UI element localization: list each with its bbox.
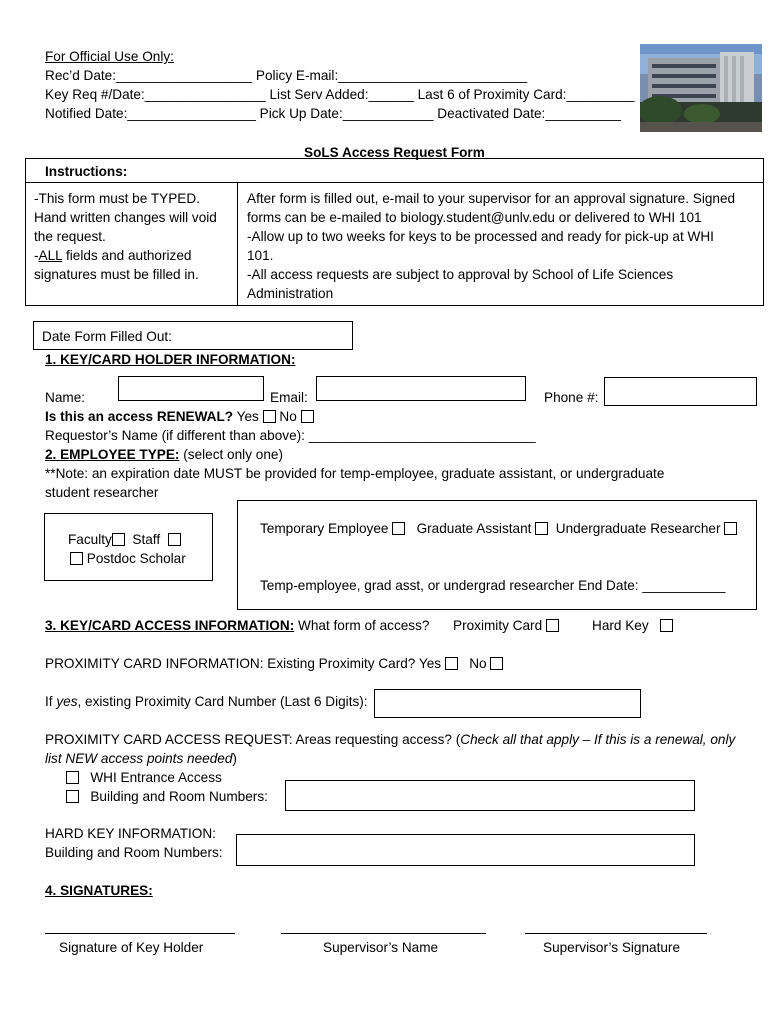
temp-employee-label: Temporary Employee — [260, 521, 389, 536]
instructions-left-4-prefix: - — [34, 248, 39, 263]
proximity-option — [453, 616, 559, 635]
section-2-heading-row — [45, 445, 283, 464]
renewal-yes-checkbox[interactable] — [263, 410, 276, 423]
if-yes-prefix: If — [45, 694, 57, 709]
faculty-checkbox[interactable] — [112, 533, 125, 546]
access-request-line-1 — [45, 730, 735, 749]
faculty-staff-row — [68, 530, 181, 549]
end-date-line: Temp-employee, grad asst, or undergrad researcher End Date: ___________ — [260, 578, 726, 593]
renewal-row — [45, 407, 314, 426]
access-request-prefix: PROXIMITY CARD ACCESS REQUEST: Areas requesting access? ( — [45, 732, 461, 747]
building-room-checkbox[interactable] — [66, 790, 79, 803]
hard-key-building-label: Building and Room Numbers: — [45, 845, 223, 860]
temp-grad-undergrad-row — [260, 519, 737, 538]
official-use-line-1: Rec’d Date:__________________ Policy E-mail:_________________________ — [45, 68, 528, 83]
hard-key-heading: HARD KEY INFORMATION: — [45, 826, 216, 841]
postdoc-checkbox[interactable] — [70, 552, 83, 565]
instructions-column-divider — [237, 182, 238, 306]
instructions-right-1: After form is filled out, e-mail to your supervisor for an approval signature. Signed — [247, 191, 736, 206]
if-yes-row — [45, 692, 368, 711]
instructions-right-5: -All access requests are subject to approval by School of Life Sciences — [247, 267, 674, 282]
staff-label: Staff — [132, 532, 161, 547]
supervisor-name-label: Supervisor’s Name — [323, 940, 439, 955]
access-request-line-2 — [45, 749, 237, 768]
supervisor-name-line[interactable] — [281, 933, 486, 934]
faculty-label: Faculty — [68, 532, 112, 547]
whi-entrance-label: WHI Entrance Access — [90, 770, 222, 785]
grad-assistant-label: Graduate Assistant — [416, 521, 532, 536]
postdoc-row — [70, 549, 186, 568]
building-room-row — [66, 787, 268, 806]
section-2-heading-suffix: (select only one) — [179, 447, 283, 462]
instructions-right-2: forms can be e-mailed to biology.student@unlv.edu or delivered to WHI 101 — [247, 210, 702, 225]
section-2-heading: 2. EMPLOYEE TYPE: — [45, 447, 180, 462]
undergrad-researcher-checkbox[interactable] — [724, 522, 737, 535]
hard-key-building-room-input[interactable] — [236, 834, 695, 866]
instructions-left-4-rest: fields and authorized — [62, 248, 192, 263]
instructions-left-4 — [34, 246, 191, 265]
instructions-left-3: the request. — [34, 229, 106, 244]
building-photo-image — [640, 44, 762, 132]
staff-checkbox[interactable] — [168, 533, 181, 546]
section-2-note-1: **Note: an expiration date MUST be provided for temp-employee, graduate assistant, or undergraduate — [45, 466, 665, 481]
instructions-all-underlined: ALL — [38, 248, 63, 263]
grad-assistant-checkbox[interactable] — [535, 522, 548, 535]
whi-entrance-checkbox[interactable] — [66, 771, 79, 784]
requestor-name-line: Requestor’s Name (if different than above): ______________________________ — [45, 428, 536, 443]
access-request-italic-1: Check all that apply – If this is a renewal, only — [460, 732, 736, 747]
instructions-right-6: Administration — [247, 286, 334, 301]
prox-info-row — [45, 654, 503, 673]
instructions-left-1: -This form must be TYPED. — [34, 191, 200, 206]
hard-key-label: Hard Key — [592, 618, 649, 633]
email-input[interactable] — [316, 376, 526, 401]
email-label: Email: — [270, 390, 308, 405]
building-room-label: Building and Room Numbers: — [90, 789, 268, 804]
name-input[interactable] — [118, 376, 264, 401]
access-request-close: ) — [232, 751, 237, 766]
name-label: Name: — [45, 390, 86, 405]
section-3-heading: 3. KEY/CARD ACCESS INFORMATION: — [45, 618, 295, 633]
prox-info-label: PROXIMITY CARD INFORMATION: Existing Proximity Card? Yes — [45, 656, 442, 671]
existing-prox-no-label: No — [469, 656, 487, 671]
access-form-question: What form of access? — [294, 618, 430, 633]
instructions-left-2: Hand written changes will void — [34, 210, 217, 225]
instructions-right-3: -Allow up to two weeks for keys to be processed and ready for pick-up at WHI — [247, 229, 714, 244]
if-yes-rest: , existing Proximity Card Number (Last 6 Digits): — [77, 694, 368, 709]
access-request-italic-2: list NEW access points needed — [45, 751, 233, 766]
postdoc-label: Postdoc Scholar — [86, 551, 186, 566]
official-use-line-3: Notified Date:_________________ Pick Up Date:____________ Deactivated Date:__________ — [45, 106, 621, 121]
section-1-heading: 1. KEY/CARD HOLDER INFORMATION: — [45, 352, 296, 367]
phone-label: Phone #: — [544, 390, 599, 405]
key-holder-signature-line[interactable] — [45, 933, 235, 934]
existing-card-number-input[interactable] — [374, 689, 641, 718]
proximity-card-checkbox[interactable] — [546, 619, 559, 632]
form-title: SoLS Access Request Form — [304, 145, 485, 160]
section-2-note-2: student researcher — [45, 485, 159, 500]
renewal-no-label: No — [279, 409, 297, 424]
official-use-heading: For Official Use Only: — [45, 49, 174, 64]
renewal-yes-label: Yes — [236, 409, 259, 424]
supervisor-signature-line[interactable] — [525, 933, 707, 934]
undergrad-researcher-label: Undergraduate Researcher — [555, 521, 721, 536]
hardkey-option — [592, 616, 673, 635]
whi-entrance-row — [66, 768, 222, 787]
section-4-heading: 4. SIGNATURES: — [45, 883, 153, 898]
renewal-no-checkbox[interactable] — [301, 410, 314, 423]
instructions-heading: Instructions: — [45, 164, 128, 179]
building-photo — [640, 44, 762, 132]
key-holder-signature-label: Signature of Key Holder — [59, 940, 204, 955]
instructions-divider — [25, 182, 764, 183]
section-3-row — [45, 616, 429, 635]
phone-input[interactable] — [604, 377, 757, 406]
instructions-left-5: signatures must be filled in. — [34, 267, 199, 282]
temp-employee-checkbox[interactable] — [392, 522, 405, 535]
proximity-card-label: Proximity Card — [453, 618, 543, 633]
date-filled-label: Date Form Filled Out: — [42, 329, 172, 344]
renewal-question: Is this an access RENEWAL? — [45, 409, 234, 424]
if-yes-italic: yes — [56, 694, 78, 709]
instructions-right-4: 101. — [247, 248, 274, 263]
prox-building-room-input[interactable] — [285, 780, 695, 811]
official-use-line-2: Key Req #/Date:________________ List Serv Added:______ Last 6 of Proximity Card:_________ — [45, 87, 635, 102]
hard-key-checkbox[interactable] — [660, 619, 673, 632]
supervisor-signature-label: Supervisor’s Signature — [543, 940, 681, 955]
existing-prox-yes-checkbox[interactable] — [445, 657, 458, 670]
existing-prox-no-checkbox[interactable] — [490, 657, 503, 670]
